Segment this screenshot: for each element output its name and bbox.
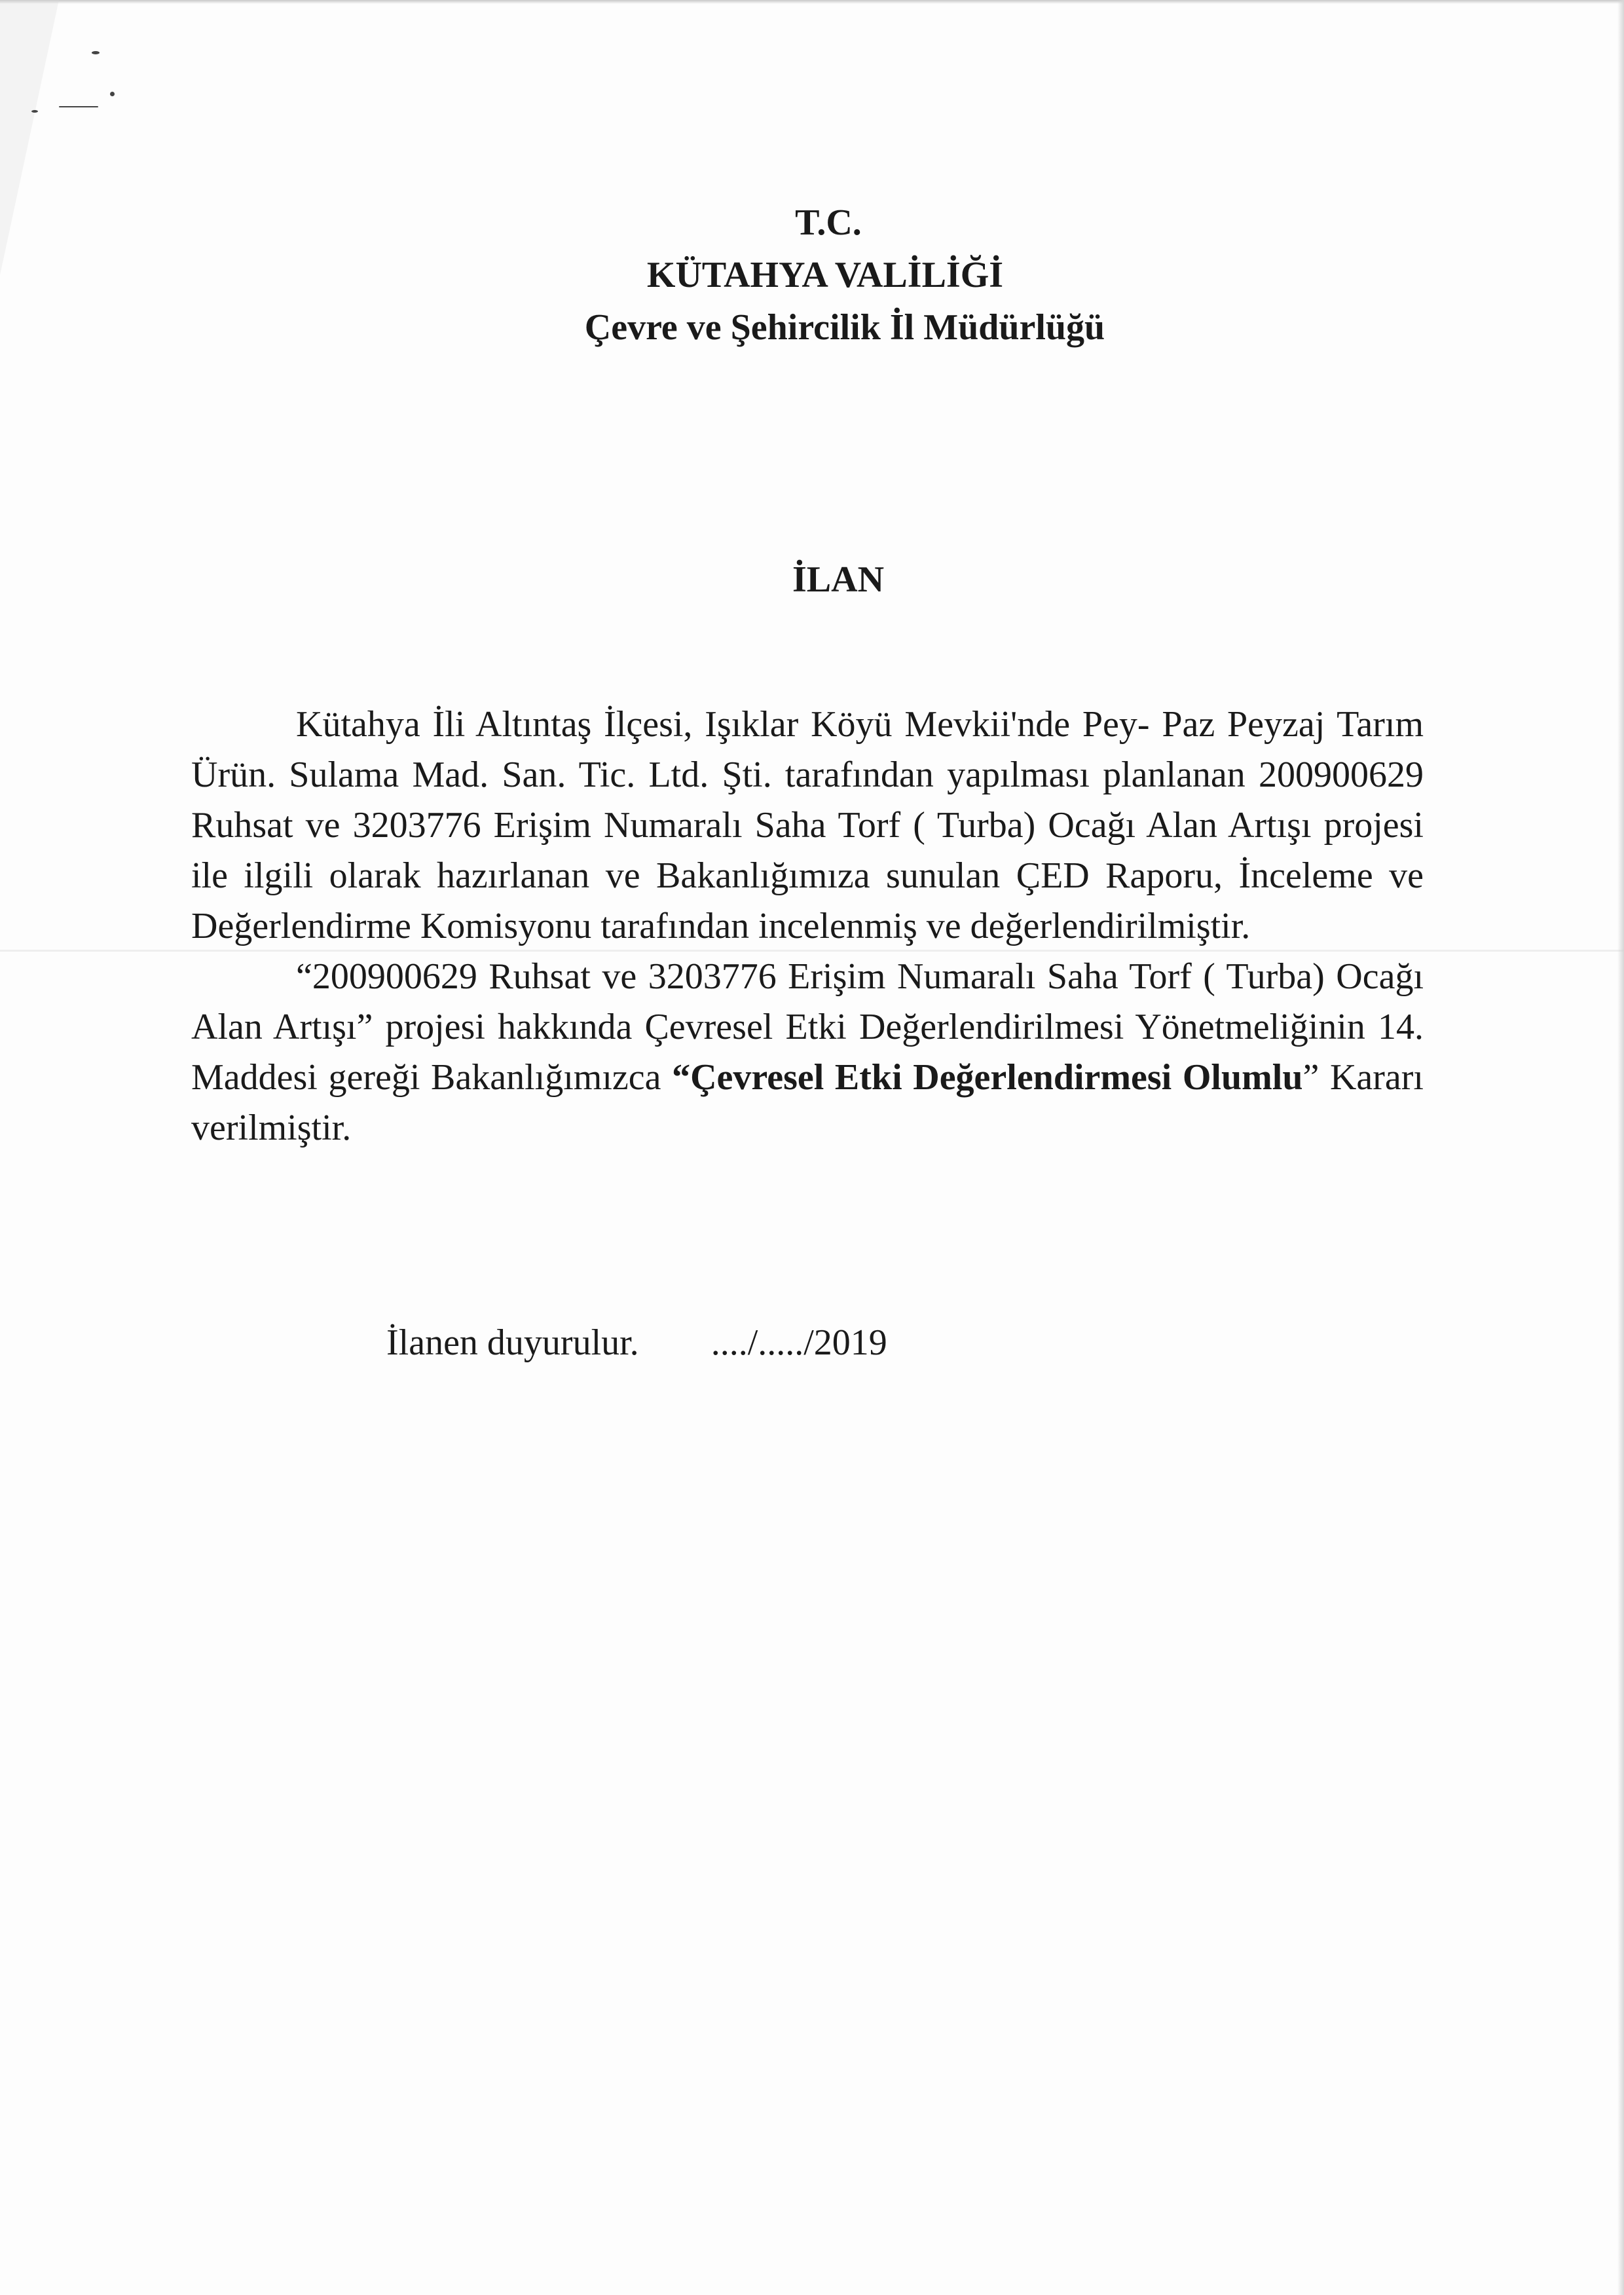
document-header <box>0 196 1624 354</box>
paragraph-2-ending: ” Kararı verilmiştir. <box>191 1057 1424 1148</box>
scan-edge-top <box>0 0 1624 4</box>
decision-bold-text: Çevresel Etki Değerlendirmesi Olumlu <box>690 1057 1303 1098</box>
paragraph-1: Kütahya İli Altıntaş İlçesi, Işıklar Köyü Mevkii'nde Pey- Paz Peyzaj Tarım Ürün. Sulama Mad. San. Tic. Ltd. Şti. tarafından yapılması planlanan 200900629 Ruhsat ve 3203776 Erişim Numaralı Saha Torf ( Turba) Ocağı Alan Artışı projesi ile ilgili olarak hazırlanan ve Bakanlığımıza sunulan ÇED Raporu, İnceleme ve Değerlendirme Komisyonu tarafından incelenmiş ve değerlendirilmiştir. <box>191 704 1424 946</box>
scan-speck <box>31 110 38 113</box>
paragraph-2-text: “200900629 Ruhsat ve 3203776 Erişim Numaralı Saha Torf ( Turba) Ocağı Alan Artışı” projesi hakkında Çevresel Etki Değerlendirilmesi Yönetmeliğinin 14. Maddesi gereği Bakanlığımızca <box>191 956 1424 1098</box>
header-governorship: KÜTAHYA VALİLİĞİ <box>646 255 1004 295</box>
scan-speck <box>59 106 98 107</box>
header-republic: T.C. <box>795 202 862 243</box>
scan-speck <box>110 92 115 96</box>
header-directorate: Çevre ve Şehircilik İl Müdürlüğü <box>584 307 1105 348</box>
decision-quote-open: “ <box>672 1057 691 1098</box>
closing-date: ..../...../2019 <box>710 1322 887 1363</box>
scan-speck <box>92 51 100 54</box>
announcement-title: İLAN <box>792 559 885 600</box>
closing-line <box>386 1316 887 1369</box>
closing-text: İlanen duyurulur. <box>386 1322 639 1363</box>
paragraph-2 <box>191 952 1424 1153</box>
announcement-body <box>191 700 1424 1153</box>
